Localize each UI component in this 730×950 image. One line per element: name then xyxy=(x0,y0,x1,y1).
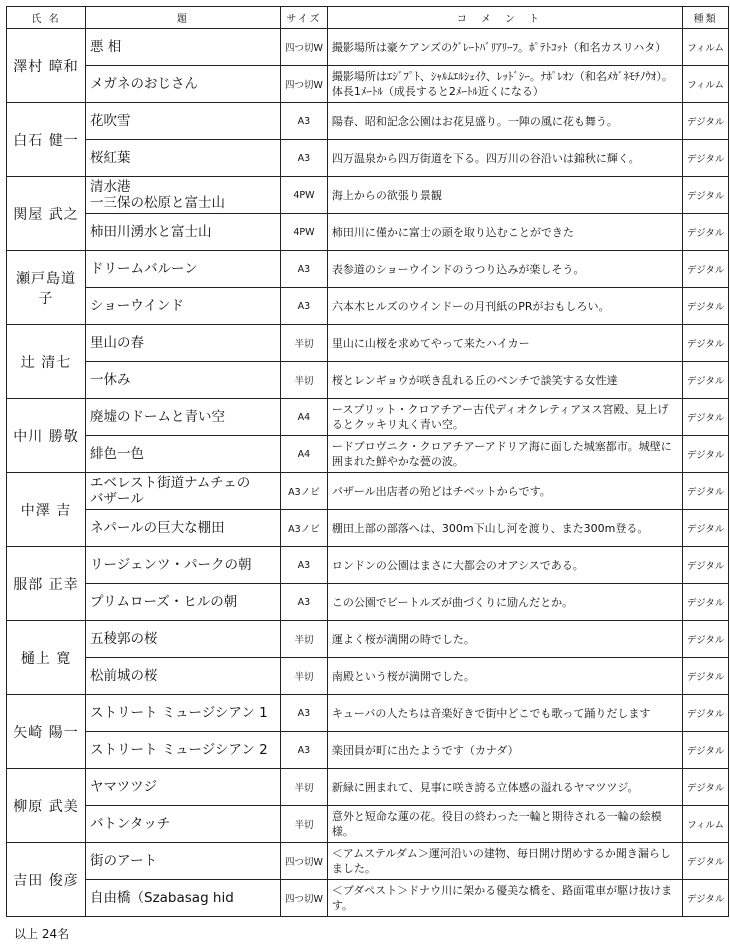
work-comment: ロンドンの公園はまさに大都会のオアシスである。 xyxy=(327,547,682,584)
work-size: A3ノビ xyxy=(281,473,328,510)
work-size: 四つ切W xyxy=(281,66,328,103)
work-type: デジタル xyxy=(682,695,728,732)
photographer-name: 矢崎 陽一 xyxy=(7,695,86,769)
work-comment: 里山に山桜を求めてやって来たハイカー xyxy=(327,325,682,362)
table-row xyxy=(7,843,729,880)
table-row xyxy=(7,806,729,843)
work-title: 清水港 一三保の松原と富士山 xyxy=(86,177,281,214)
work-comment: キューバの人たちは音楽好きで街中どこでも歌って踊りだします xyxy=(327,695,682,732)
work-comment: 四万温泉から四万街道を下る。四万川の谷沿いは錦秋に輝く。 xyxy=(327,140,682,177)
work-type: デジタル xyxy=(682,251,728,288)
work-comment: ードブロヴニク・クロアチアーアドリア海に面した城塞都市。城壁に囲まれた鮮やかな甍の波。 xyxy=(327,436,682,473)
work-title: 自由橋（Szabasag hid xyxy=(86,880,281,917)
table-row xyxy=(7,584,729,621)
table-row xyxy=(7,103,729,140)
table-row xyxy=(7,251,729,288)
work-type: デジタル xyxy=(682,880,728,917)
work-type: デジタル xyxy=(682,769,728,806)
table-row xyxy=(7,325,729,362)
work-type: フィルム xyxy=(682,66,728,103)
work-type: デジタル xyxy=(682,843,728,880)
table-row xyxy=(7,399,729,436)
work-type: デジタル xyxy=(682,103,728,140)
work-comment: バザール出店者の殆どはチベットからです。 xyxy=(327,473,682,510)
work-size: A3ノビ xyxy=(281,510,328,547)
footer-total: 以上 24名 xyxy=(14,927,70,941)
work-type: デジタル xyxy=(682,399,728,436)
photographer-name: 中川 勝敬 xyxy=(7,399,86,473)
work-comment: 撮影場所はｴｼﾞﾌﾟﾄ、ｼｬﾙﾑｴﾙｼｪｲｸ、ﾚｯﾄﾞｼｰ。ﾅﾎﾟﾚｵﾝ（和名ﾒｶﾞﾈﾓﾁﾉｳｵ）。体長1ﾒｰﾄﾙ（成長すると2ﾒｰﾄﾙ近くになる） xyxy=(327,66,682,103)
work-comment: 桜とレンギョウが咲き乱れる丘のベンチで談笑する女性達 xyxy=(327,362,682,399)
work-type: デジタル xyxy=(682,658,728,695)
work-size: A3 xyxy=(281,547,328,584)
work-type: デジタル xyxy=(682,288,728,325)
work-comment: 六本木ヒルズのウインドーの月刊紙のPRがおもしろい。 xyxy=(327,288,682,325)
work-size: A3 xyxy=(281,695,328,732)
work-title: ストリート ミュージシアン 2 xyxy=(86,732,281,769)
work-type: デジタル xyxy=(682,140,728,177)
work-comment: ＜ブダペスト＞ドナウ川に架かる優美な橋を、路面電車が駆け抜けます。 xyxy=(327,880,682,917)
table-row xyxy=(7,880,729,917)
header-type: 種類 xyxy=(682,7,728,29)
table-row xyxy=(7,140,729,177)
table-row xyxy=(7,66,729,103)
work-comment: 陽春、昭和記念公園はお花見盛り。一陣の風に花も舞う。 xyxy=(327,103,682,140)
work-type: デジタル xyxy=(682,584,728,621)
work-title: 柿田川湧水と富士山 xyxy=(86,214,281,251)
work-type: デジタル xyxy=(682,177,728,214)
work-type: デジタル xyxy=(682,362,728,399)
photographer-name: 瀬戸島道子 xyxy=(7,251,86,325)
work-comment: 新緑に囲まれて、見事に咲き誇る立体感の溢れるヤマツツジ。 xyxy=(327,769,682,806)
work-title: リージェンツ・パークの朝 xyxy=(86,547,281,584)
work-title: 桜紅葉 xyxy=(86,140,281,177)
photographer-name: 吉田 俊彦 xyxy=(7,843,86,917)
work-size: 四つ切W xyxy=(281,843,328,880)
work-comment: 楽団員が町に出たようです（カナダ） xyxy=(327,732,682,769)
work-title: ネパールの巨大な棚田 xyxy=(86,510,281,547)
work-size: 半切 xyxy=(281,806,328,843)
table-row xyxy=(7,547,729,584)
work-comment: 海上からの欲張り景観 xyxy=(327,177,682,214)
table-row xyxy=(7,510,729,547)
work-comment: 柿田川に僅かに富士の頭を取り込むことができた xyxy=(327,214,682,251)
work-title: ストリート ミュージシアン 1 xyxy=(86,695,281,732)
work-comment: ＜アムステルダム＞運河沿いの建物、毎日開け閉めするか聞き漏らしました。 xyxy=(327,843,682,880)
table-row xyxy=(7,288,729,325)
header-comment: コメント xyxy=(327,7,682,29)
work-size: 半切 xyxy=(281,658,328,695)
work-size: A4 xyxy=(281,436,328,473)
photographer-name: 白石 健一 xyxy=(7,103,86,177)
work-title: 里山の春 xyxy=(86,325,281,362)
work-size: 4PW xyxy=(281,177,328,214)
work-title: バトンタッチ xyxy=(86,806,281,843)
work-comment: 意外と短命な蓮の花。役目の終わった一輪と期待される一輪の絵模様。 xyxy=(327,806,682,843)
work-title: 廃墟のドームと青い空 xyxy=(86,399,281,436)
work-comment: この公園でビートルズが曲づくりに励んだとか。 xyxy=(327,584,682,621)
work-comment: 運よく桜が満開の時でした。 xyxy=(327,621,682,658)
photographer-name: 中澤 吉 xyxy=(7,473,86,547)
work-title: 街のアート xyxy=(86,843,281,880)
work-type: デジタル xyxy=(682,325,728,362)
work-size: A3 xyxy=(281,103,328,140)
work-type: デジタル xyxy=(682,510,728,547)
table-row xyxy=(7,436,729,473)
header-name: 氏 名 xyxy=(7,7,86,29)
table-row xyxy=(7,769,729,806)
table-row xyxy=(7,732,729,769)
work-comment: 撮影場所は豪ケアンズのｸﾞﾚｰﾄﾊﾞﾘｱﾘｰﾌ。ﾎﾟﾃﾄｺｯﾄ（和名カスリハタ） xyxy=(327,29,682,66)
work-type: フィルム xyxy=(682,806,728,843)
work-size: A3 xyxy=(281,732,328,769)
work-title: ショーウインド xyxy=(86,288,281,325)
header-title: 題 xyxy=(86,7,281,29)
work-title: 松前城の桜 xyxy=(86,658,281,695)
work-type: フィルム xyxy=(682,29,728,66)
work-type: デジタル xyxy=(682,621,728,658)
photographer-name: 服部 正幸 xyxy=(7,547,86,621)
header-row xyxy=(7,7,729,29)
work-size: 4PW xyxy=(281,214,328,251)
work-size: A3 xyxy=(281,584,328,621)
work-type: デジタル xyxy=(682,473,728,510)
photographer-name: 樋上 寛 xyxy=(7,621,86,695)
exhibition-table xyxy=(6,6,729,917)
work-comment: 南殿という桜が満開でした。 xyxy=(327,658,682,695)
work-type: デジタル xyxy=(682,214,728,251)
work-size: A4 xyxy=(281,399,328,436)
table-row xyxy=(7,695,729,732)
header-size: サイズ xyxy=(281,7,328,29)
photographer-name: 関屋 武之 xyxy=(7,177,86,251)
work-size: A3 xyxy=(281,140,328,177)
work-title: 五稜郭の桜 xyxy=(86,621,281,658)
work-type: デジタル xyxy=(682,732,728,769)
work-size: 四つ切W xyxy=(281,29,328,66)
work-title: メガネのおじさん xyxy=(86,66,281,103)
photographer-name: 辻 清七 xyxy=(7,325,86,399)
work-title: 悪 相 xyxy=(86,29,281,66)
work-type: デジタル xyxy=(682,436,728,473)
work-comment: 表参道のショーウインドのうつり込みが楽しそう。 xyxy=(327,251,682,288)
table-row xyxy=(7,473,729,510)
work-size: 四つ切W xyxy=(281,880,328,917)
work-size: 半切 xyxy=(281,325,328,362)
table-row xyxy=(7,29,729,66)
work-size: 半切 xyxy=(281,621,328,658)
table-row xyxy=(7,658,729,695)
work-comment: ースプリット・クロアチアー古代ディオクレティアヌス宮殿、見上げるとクッキリ丸く青い空。 xyxy=(327,399,682,436)
table-row xyxy=(7,621,729,658)
work-size: 半切 xyxy=(281,769,328,806)
work-title: 緋色一色 xyxy=(86,436,281,473)
table-row xyxy=(7,214,729,251)
work-type: デジタル xyxy=(682,547,728,584)
work-title: プリムローズ・ヒルの朝 xyxy=(86,584,281,621)
work-title: エベレスト街道ナムチェの バザール xyxy=(86,473,281,510)
photographer-name: 柳原 武美 xyxy=(7,769,86,843)
work-title: ヤマツツジ xyxy=(86,769,281,806)
work-size: A3 xyxy=(281,288,328,325)
table-row xyxy=(7,177,729,214)
work-title: 一休み xyxy=(86,362,281,399)
photographer-name: 澤村 暲和 xyxy=(7,29,86,103)
work-title: 花吹雪 xyxy=(86,103,281,140)
work-size: 半切 xyxy=(281,362,328,399)
work-title: ドリームバルーン xyxy=(86,251,281,288)
table-row xyxy=(7,362,729,399)
table-body xyxy=(7,29,729,917)
work-size: A3 xyxy=(281,251,328,288)
work-comment: 棚田上部の部落へは、300m下山し河を渡り、また300m登る。 xyxy=(327,510,682,547)
